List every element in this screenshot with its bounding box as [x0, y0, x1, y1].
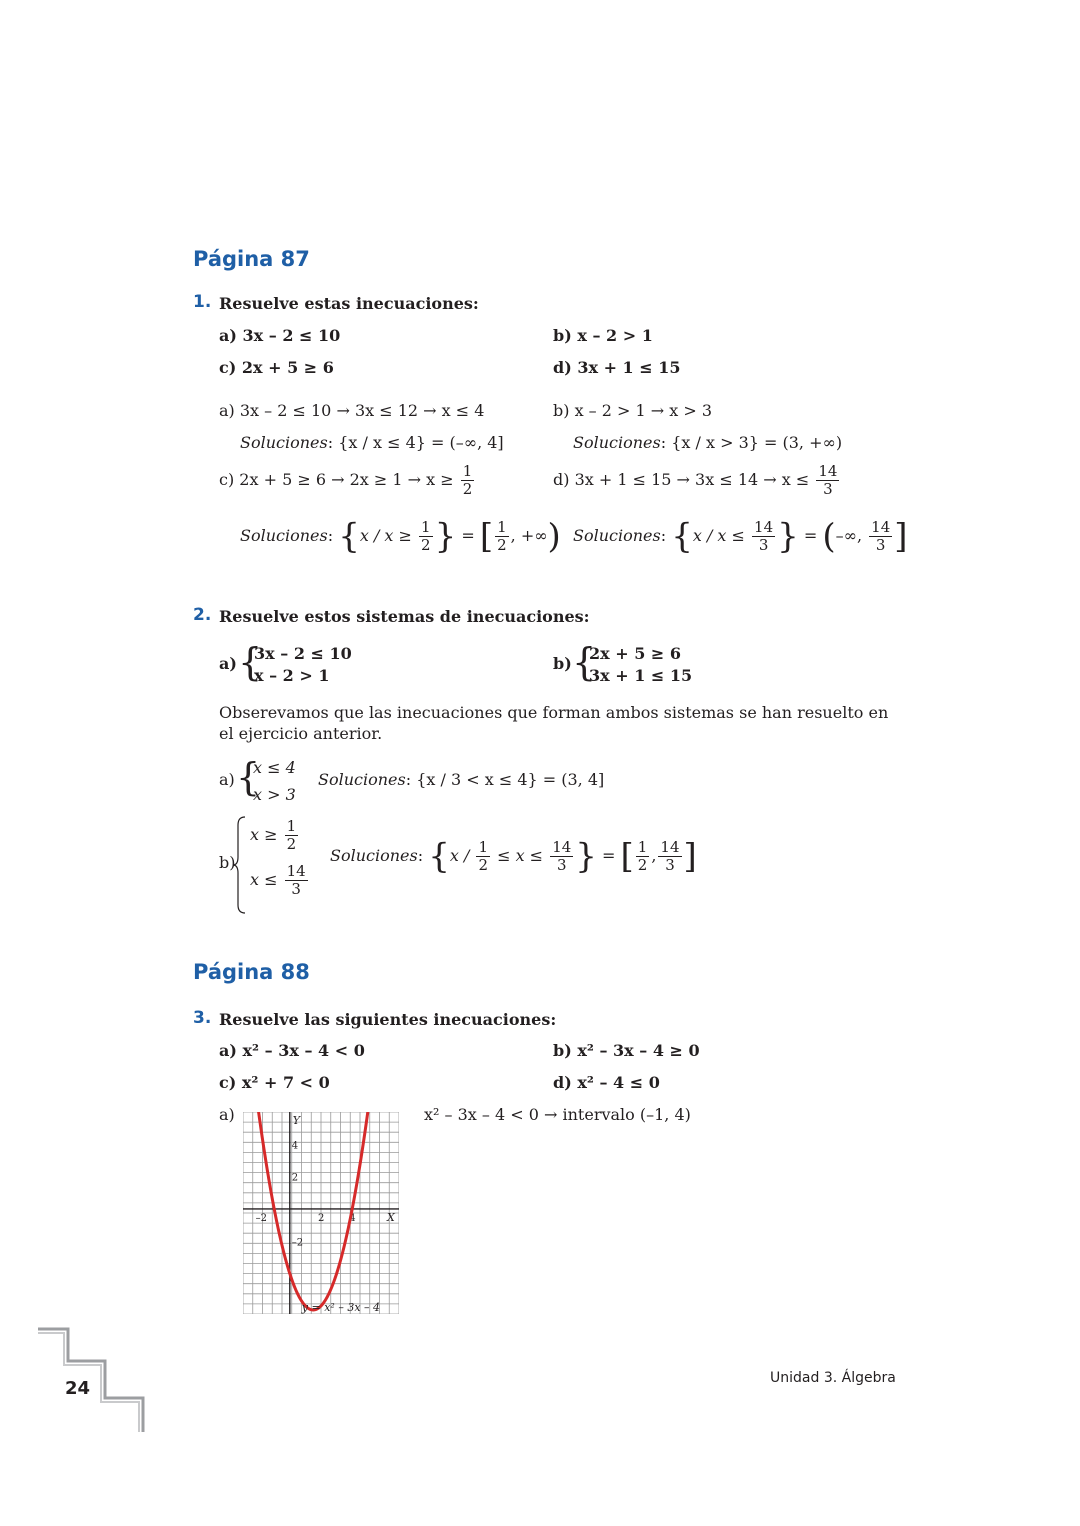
system-a-solution-line-2: x > 3	[253, 785, 296, 804]
exercise-1-question-b: b) x – 2 > 1	[553, 326, 653, 345]
left-bracket: [	[620, 836, 634, 877]
left-brace: {	[671, 516, 693, 557]
denominator: 3	[556, 856, 567, 874]
exercise-1-question-c: c) 2x + 5 ≥ 6	[219, 358, 334, 377]
system-b-label: b)	[553, 654, 572, 673]
plus-infinity: , +∞	[510, 526, 548, 545]
fraction-one-half	[461, 463, 475, 498]
fraction-fourteen-thirds	[869, 519, 892, 554]
system-a-solution-line-1: x ≤ 4	[253, 758, 296, 777]
exercise-1-prompt: Resuelve estas inecuaciones:	[219, 294, 479, 313]
x-tick-label: 2	[318, 1212, 325, 1224]
minus-infinity: –∞,	[835, 526, 863, 545]
left-brace: {	[428, 836, 450, 877]
denominator: 2	[637, 856, 648, 874]
numerator: 1	[478, 838, 488, 856]
page-88-heading: Página 88	[193, 960, 310, 984]
system-a-line-2: x – 2 > 1	[254, 666, 330, 685]
solution-d-text: d) 3x + 1 ≤ 15 → 3x ≤ 14 → x ≤	[553, 470, 810, 489]
equals: =	[602, 846, 616, 865]
denominator: 3	[823, 480, 833, 498]
exercise-3-question-b: b) x² – 3x – 4 ≥ 0	[553, 1041, 700, 1060]
x-axis-label: X	[387, 1210, 395, 1224]
right-bracket: ]	[683, 836, 697, 877]
fraction-one-half	[476, 839, 490, 874]
fraction-fourteen-thirds	[658, 839, 681, 874]
comma: ,	[651, 846, 657, 865]
system-a-solution-brace: {	[236, 755, 261, 799]
exercise-1-solution-c	[219, 463, 476, 498]
exercise-1-solutions-c: Soluciones: {x / x ≥ $\frac{1}{2}$ } = [ $\frac{1}{2}$ , +∞)	[240, 516, 561, 557]
denominator: 2	[478, 856, 488, 874]
exercise-1-solution-d	[553, 463, 841, 498]
set-builder: x /	[449, 846, 470, 865]
ineq-le: x ≤	[250, 870, 278, 889]
exercise-3-solution-a-label: a)	[219, 1105, 235, 1124]
curve-label: y = x² – 3x – 4	[301, 1301, 381, 1314]
fraction-fourteen-thirds	[752, 519, 775, 554]
system-b-brace: {	[572, 640, 597, 684]
fraction-one-half	[285, 818, 299, 853]
system-a-solutions	[318, 770, 604, 789]
fraction-fourteen-thirds	[816, 463, 839, 498]
fraction-one-half	[419, 519, 433, 554]
exercise-1-solutions-d: Soluciones: {x / x ≤ $\frac{14}{3}$ } = (–∞, $\frac{14}{3}$ ]	[573, 516, 908, 557]
system-b-solution-label: b)	[219, 853, 236, 872]
solutions-label: Soluciones	[573, 433, 661, 452]
solutions-label: Soluciones	[240, 526, 328, 545]
parabola-curve	[254, 1112, 373, 1310]
left-brace: {	[338, 516, 360, 557]
footer-unit: Unidad 3. Álgebra	[770, 1370, 896, 1386]
x-tick-label: 4	[349, 1212, 356, 1224]
system-a-label: a)	[219, 654, 237, 673]
page-number: 24	[65, 1378, 91, 1399]
y-tick-label: 2	[291, 1172, 299, 1184]
fraction-one-half	[636, 839, 650, 874]
system-a-line-1: 3x – 2 ≤ 10	[254, 644, 352, 663]
exercise-3-number: 3.	[193, 1008, 212, 1028]
exercise-1-solution-a: a) 3x – 2 ≤ 10 → 3x ≤ 12 → x ≤ 4	[219, 401, 485, 420]
exercise-1-question-a: a) 3x – 2 ≤ 10	[219, 326, 341, 345]
solutions-value: : {x / x ≤ 4} = (–∞, 4]	[327, 433, 504, 452]
parabola-chart	[243, 1112, 399, 1314]
solutions-value: : {x / 3 < x ≤ 4} = (3, 4]	[405, 770, 605, 789]
ineq-ge: x ≥	[250, 825, 278, 844]
exercise-3-question-d: d) x² – 4 ≤ 0	[553, 1073, 660, 1092]
denominator: 3	[291, 880, 301, 898]
numerator: 14	[660, 838, 680, 856]
set-builder: x / x ≥	[359, 526, 412, 545]
numerator: 14	[871, 518, 891, 536]
equals: =	[803, 526, 818, 545]
exercise-3-solution-a: x² – 3x – 4 < 0 → intervalo (–1, 4)	[424, 1105, 691, 1124]
set-builder-middle: ≤ x ≤	[497, 846, 544, 865]
numerator: 14	[818, 462, 838, 480]
exercise-1-solutions-a	[240, 433, 504, 452]
system-b-solution-brace	[232, 815, 248, 915]
system-a-solution-label: a)	[219, 770, 235, 789]
solutions-label: Soluciones	[330, 846, 418, 865]
exercise-1-solution-b: b) x – 2 > 1 → x > 3	[553, 401, 713, 420]
colon: :	[417, 846, 424, 865]
numerator: 1	[462, 462, 473, 480]
denominator: 2	[497, 536, 507, 554]
set-builder: x / x ≤	[692, 526, 745, 545]
numerator: 14	[552, 838, 572, 856]
denominator: 3	[875, 536, 886, 554]
numerator: 1	[637, 838, 648, 856]
exercise-2-paragraph: Obserevamos que las inecuaciones que forman ambos sistemas se han resuelto en el ejercicio anterior.	[219, 703, 889, 743]
right-brace: }	[777, 516, 799, 557]
right-bracket: ]	[894, 516, 908, 557]
exercise-3-prompt: Resuelve las siguientes inecuaciones:	[219, 1010, 557, 1029]
solutions-label: Soluciones	[573, 526, 661, 545]
system-b-line-1: 2x + 5 ≥ 6	[589, 644, 682, 663]
x-tick-label: –2	[255, 1212, 267, 1224]
numerator: 1	[497, 518, 507, 536]
solutions-label: Soluciones	[318, 770, 406, 789]
left-paren: (	[822, 516, 836, 557]
solutions-value: : {x / x > 3} = (3, +∞)	[660, 433, 843, 452]
solution-c-text: c) 2x + 5 ≥ 6 → 2x ≥ 1 → x ≥	[219, 470, 454, 489]
exercise-3-question-a: a) x² – 3x – 4 < 0	[219, 1041, 365, 1060]
denominator: 2	[462, 480, 473, 498]
solutions-label: Soluciones	[240, 433, 328, 452]
exercise-1-question-d: d) 3x + 1 ≤ 15	[553, 358, 681, 377]
denominator: 2	[286, 835, 297, 853]
right-brace: }	[575, 836, 597, 877]
left-bracket: [	[479, 516, 494, 557]
right-brace: }	[434, 516, 457, 557]
exercise-2-number: 2.	[193, 605, 212, 625]
system-a-brace: {	[238, 640, 263, 684]
system-b-line-2: 3x + 1 ≤ 15	[589, 666, 693, 685]
y-axis-label: Y	[292, 1114, 301, 1127]
equals: =	[461, 526, 475, 545]
system-b-solution-line-1	[250, 818, 300, 853]
page-87-heading: Página 87	[193, 247, 310, 271]
system-b-solution-line-2	[250, 863, 310, 898]
exercise-3-question-c: c) x² + 7 < 0	[219, 1073, 330, 1092]
y-tick-label: 4	[291, 1140, 299, 1152]
fraction-one-half	[495, 519, 509, 554]
page-corner-steps	[38, 1326, 148, 1432]
numerator: 1	[421, 518, 431, 536]
exercise-1-solutions-b	[573, 433, 842, 452]
numerator: 14	[754, 518, 774, 536]
exercise-1-number: 1.	[193, 292, 212, 312]
numerator: 1	[286, 817, 297, 835]
denominator: 3	[758, 536, 769, 554]
system-b-solutions	[330, 836, 697, 877]
fraction-fourteen-thirds	[285, 863, 308, 898]
denominator: 3	[665, 856, 675, 874]
numerator: 14	[286, 862, 306, 880]
denominator: 2	[421, 536, 431, 554]
right-paren: )	[547, 516, 561, 557]
fraction-fourteen-thirds	[550, 839, 573, 874]
exercise-2-prompt: Resuelve estos sistemas de inecuaciones:	[219, 607, 590, 626]
y-tick-label: –2	[291, 1237, 304, 1249]
